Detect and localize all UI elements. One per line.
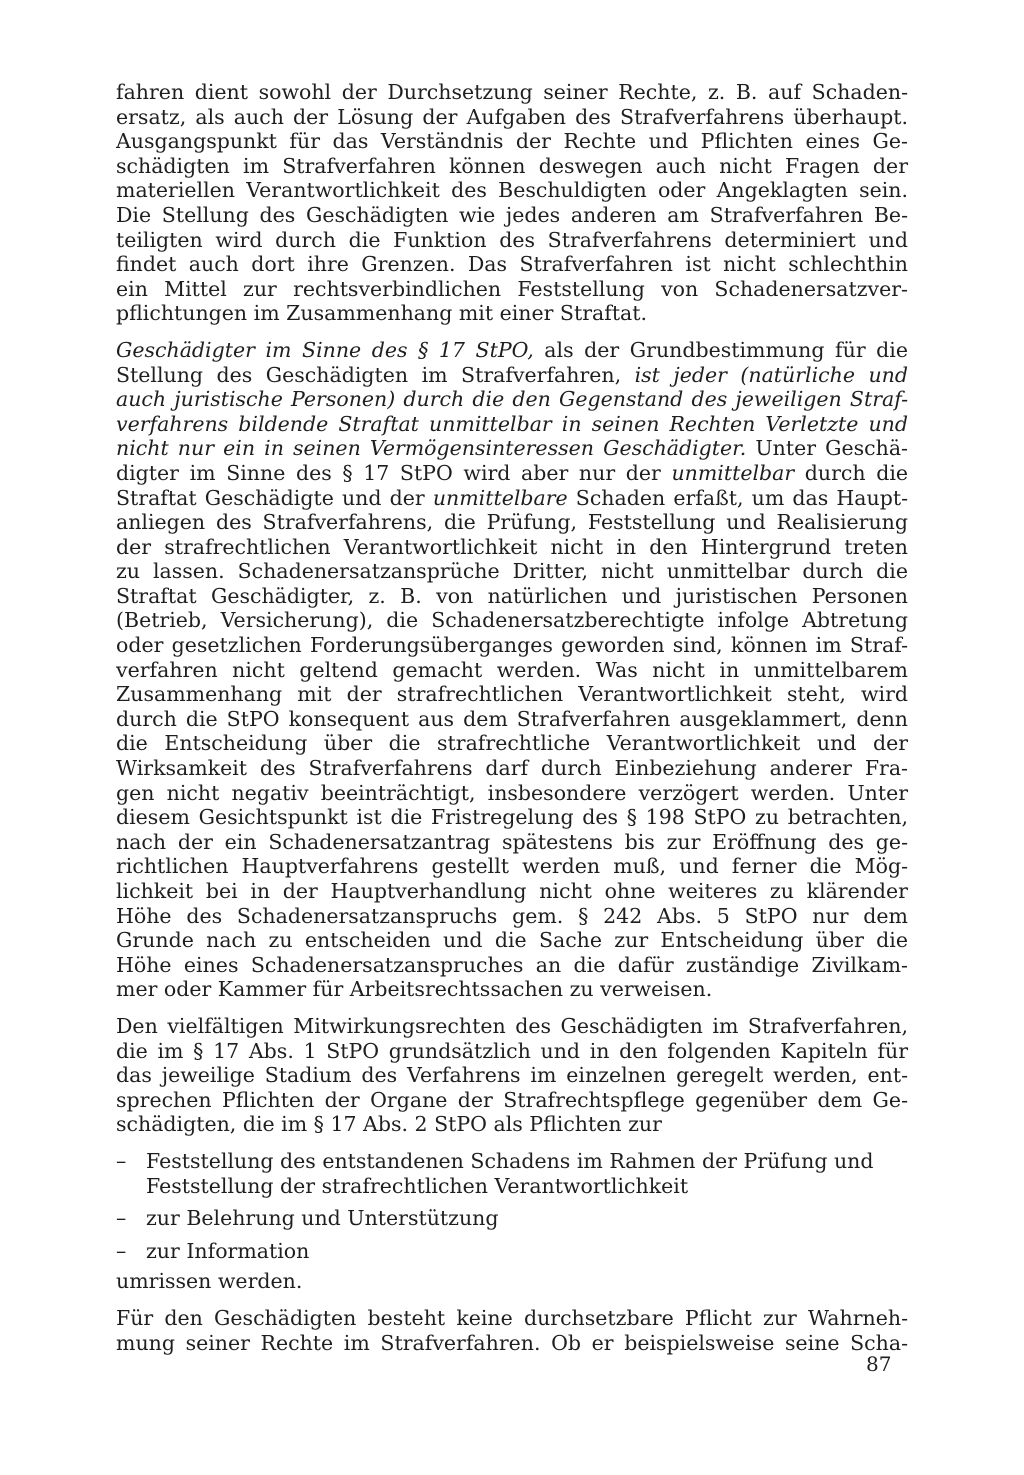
text-line: diesem Gesichtspunkt ist die Fristregelung des § 198 StPO zu betrachten, [116,805,908,830]
text-line: nach der ein Schadenersatzantrag spätestens bis zur Eröffnung des ge- [116,829,908,854]
text-line: Wirksamkeit des Strafverfahrens darf durch Einbeziehung anderer Fra- [116,756,908,781]
text-line: die im § 17 Abs. 1 StPO grundsätzlich und in den folgenden Kapiteln für [116,1038,908,1063]
text-line: anliegen des Strafverfahrens, die Prüfung, Feststellung und Realisierung [116,510,908,535]
list-item [116,1149,908,1198]
text-line: Feststellung des entstandenen Schadens im Rahmen der Prüfung und [146,1148,874,1173]
text-line: pflichtungen im Zusammenhang mit einer Straftat. [116,301,648,326]
text-line: oder gesetzlichen Forderungsüberganges geworden sind, können im Straf- [116,633,908,658]
text-line: Geschädigter im Sinne des § 17 StPO, als der Grundbestimmung für die [116,337,908,362]
dash-bullet: – [116,1238,127,1263]
dash-bullet: – [116,1148,127,1173]
text-line: umrissen werden. [116,1269,303,1294]
text-line: mer oder Kammer für Arbeitsrechtssachen zu verweisen. [116,977,713,1002]
text-line: der strafrechtlichen Verantwortlichkeit nicht in den Hintergrund treten [116,534,908,559]
text-line: Höhe eines Schadenersatzanspruches an die dafür zuständige Zivilkam- [116,952,908,977]
text-line: nicht nur ein in seinen Vermögensinteressen Geschädigter. Unter Geschä- [116,436,908,461]
text-line: das jeweilige Stadium des Verfahrens im einzelnen geregelt werden, ent- [116,1063,908,1088]
text-line: schädigten, die im § 17 Abs. 2 StPO als Pflichten zur [116,1112,662,1137]
text-line: Feststellung der strafrechtlichen Verantwortlichkeit [146,1173,689,1198]
text-line: Grunde nach zu entscheiden und die Sache zur Entscheidung über die [116,928,908,953]
text-line: findet auch dort ihre Grenzen. Das Strafverfahren ist nicht schlechthin [116,252,908,277]
document-page [116,80,908,1355]
text-line: Den vielfältigen Mitwirkungsrechten des Geschädigten im Strafverfahren, [116,1013,908,1038]
text-line: teiligten wird durch die Funktion des Strafverfahrens determiniert und [116,227,908,252]
list-item [116,1206,908,1231]
text-line: ersatz, als auch der Lösung der Aufgaben des Strafverfahrens überhaupt. [116,104,908,129]
dash-bullet: – [116,1206,127,1231]
text-line: verfahrens bildende Straftat unmittelbar in seinen Rechten Verletzte und [116,411,908,436]
text-line: Höhe des Schadenersatzanspruchs gem. § 242 Abs. 5 StPO nur dem [116,903,908,928]
text-line: gen nicht negativ beeinträchtigt, insbesondere verzögert werden. Unter [116,780,908,805]
text-line: durch die StPO konsequent aus dem Strafverfahren ausgeklammert, denn [116,706,908,731]
text-line: Ausgangspunkt für das Verständnis der Rechte und Pflichten eines Ge- [116,129,908,154]
text-line: zu lassen. Schadenersatzansprüche Dritter, nicht unmittelbar durch die [116,559,908,584]
page-number: 87 [866,1352,892,1376]
list-closing-text [116,1269,908,1294]
text-line: schädigten im Strafverfahren können deswegen auch nicht Fragen der [116,153,908,178]
text-line: zur Information [146,1238,310,1263]
text-line: mung seiner Rechte im Strafverfahren. Ob er beispielsweise seine Scha- [116,1330,908,1355]
text-line: digter im Sinne des § 17 StPO wird aber nur der unmittelbar durch die [116,460,909,485]
text-line: richtlichen Hauptverfahrens gestellt werden muß, und ferner die Mög- [116,854,908,879]
text-line: Die Stellung des Geschädigten wie jedes anderen am Strafverfahren Be- [116,202,908,227]
text-line: Zusammenhang mit der strafrechtlichen Verantwortlichkeit steht, wird [116,682,908,707]
text-line: sprechen Pflichten der Organe der Strafrechtspflege gegenüber dem Ge- [116,1087,908,1112]
obligations-list [116,1149,908,1263]
text-line: Für den Geschädigten besteht keine durchsetzbare Pflicht zur Wahrneh- [116,1305,908,1330]
text-line: auch juristische Personen) durch die den Gegenstand des jeweiligen Straf- [116,387,908,412]
text-line: lichkeit bei in der Hauptverhandlung nicht ohne weiteres zu klärender [116,879,908,903]
text-line: fahren dient sowohl der Durchsetzung seiner Rechte, z. B. auf Schaden- [116,80,908,104]
text-line: Straftat Geschädigter, z. B. von natürlichen und juristischen Personen [116,583,908,608]
text-line: (Betrieb, Versicherung), die Schadenersatzberechtigte infolge Abtretung [116,608,908,633]
text-line: materiellen Verantwortlichkeit des Beschuldigten oder Angeklagten sein. [116,178,908,203]
text-line: ein Mittel zur rechtsverbindlichen Feststellung von Schadenersatzver- [116,276,908,301]
text-line: Straftat Geschädigte und der unmittelbare Schaden erfaßt, um das Haupt- [116,485,909,510]
text-line: verfahren nicht geltend gemacht werden. Was nicht in unmittelbarem [116,657,908,682]
paragraph-3 [116,1014,908,1137]
text-line: zur Belehrung und Unterstützung [146,1206,499,1231]
paragraph-1 [116,80,908,326]
paragraph-4 [116,1306,908,1355]
paragraph-2 [116,338,908,1002]
text-line: die Entscheidung über die strafrechtliche Verantwortlichkeit und der [116,731,908,756]
text-line: Stellung des Geschädigten im Strafverfahren, ist jeder (natürliche und [116,362,908,387]
list-item [116,1239,908,1264]
